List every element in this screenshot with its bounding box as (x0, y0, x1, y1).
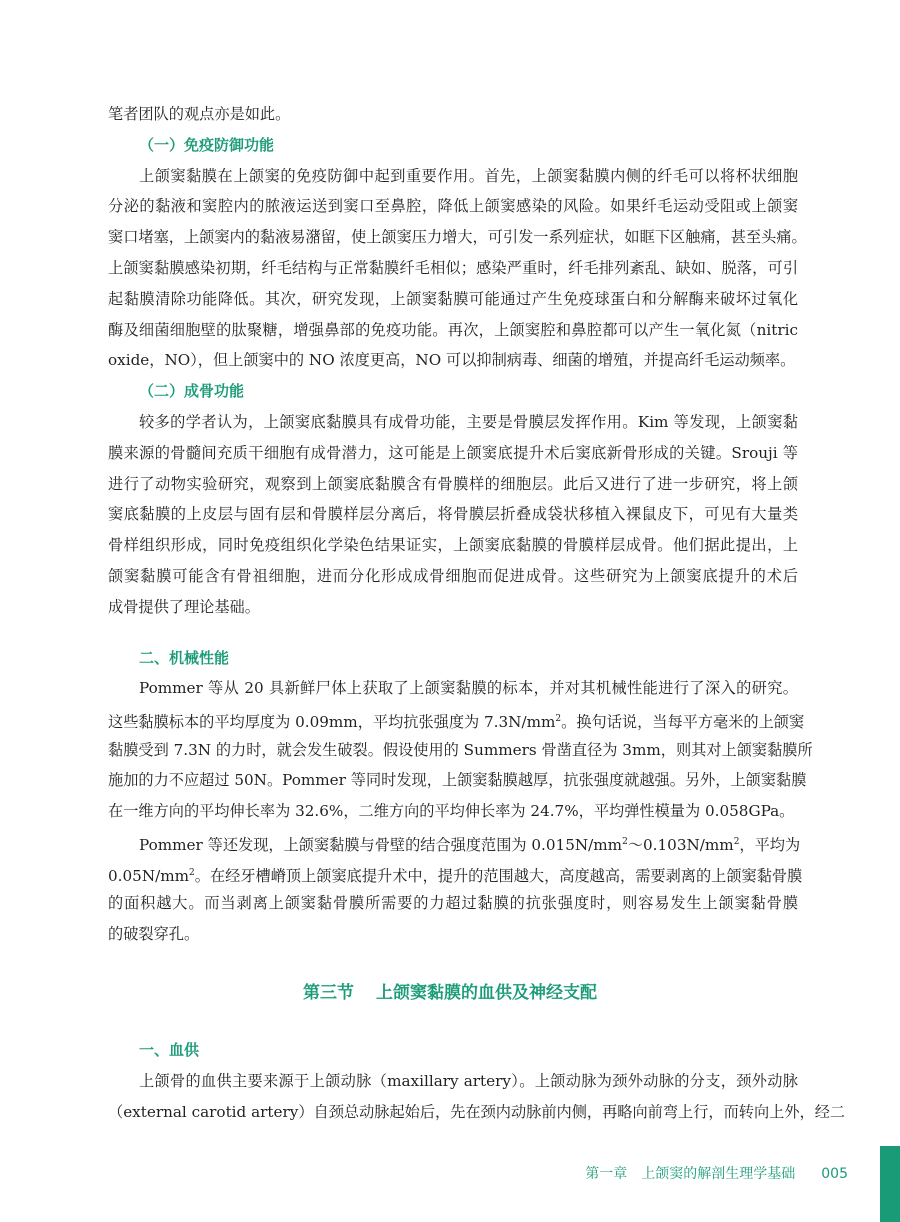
section-title (0, 982, 900, 1004)
body-text-line: 施加的力不应超过 50N。Pommer 等同时发现，上颌窦黏膜越厚，抗张强度就越强。另外，上颌窦黏膜 (108, 771, 807, 789)
text-run: Pommer 等还发现，上颌窦黏膜与骨壁的结合强度范围为 0.015N/mm (139, 836, 623, 855)
section-title-text: 上颌窦黏膜的血供及神经支配 (376, 983, 597, 1003)
body-text-line: 起黏膜清除功能降低。其次，研究发现，上颌窦黏膜可能通过产生免疫球蛋白和分解酶来破坏过氧化 (108, 290, 798, 308)
body-text-line: 成骨提供了理论基础。 (108, 598, 260, 616)
section-heading-blood-supply: 一、血供 (139, 1041, 200, 1059)
subsection-heading-immune-defense: （一）免疫防御功能 (139, 136, 275, 154)
text-run: 这些黏膜标本的平均厚度为 0.09mm，平均抗张强度为 7.3N/mm (108, 713, 556, 732)
section-number: 第三节 (303, 983, 354, 1003)
body-text-line (108, 709, 805, 732)
text-run: ，平均为 (739, 836, 801, 855)
body-text-line: （external carotid artery）自颈总动脉起始后，先在颈内动脉前内侧，再略向前弯上行，而转向上外，经二 (108, 1103, 846, 1121)
body-text-line: 上颌窦黏膜感染初期，纤毛结构与正常黏膜纤毛相似；感染严重时，纤毛排列紊乱、缺如、脱落，可引 (108, 259, 798, 277)
section-heading-mechanical: 二、机械性能 (139, 649, 230, 667)
text-run: 0.05N/mm (108, 867, 190, 886)
chapter-edge-tab (880, 1146, 900, 1222)
body-text-line: 窦底黏膜的上皮层与固有层和骨膜样层分离后，将骨膜层折叠成袋状移植入裸鼠皮下，可见有大量类 (108, 505, 798, 523)
body-text-line: 黏膜受到 7.3N 的力时，就会发生破裂。假设使用的 Summers 骨凿直径为 3mm，则其对上颌窦黏膜所 (108, 741, 813, 759)
body-text-line: 进行了动物实验研究，观察到上颌窦底黏膜含有骨膜样的细胞层。此后又进行了进一步研究，将上颌 (108, 475, 798, 493)
body-text-line: 较多的学者认为，上颌窦底黏膜具有成骨功能，主要是骨膜层发挥作用。Kim 等发现，上颌窦黏 (139, 413, 798, 431)
body-text-line: oxide，NO），但上颌窦中的 NO 浓度更高，NO 可以抑制病毒、细菌的增殖，并提高纤毛运动频率。 (108, 351, 796, 369)
page-number: 005 (821, 1166, 848, 1182)
superscript: 2 (555, 714, 562, 724)
body-text-line: 分泌的黏液和窦腔内的脓液运送到窦口至鼻腔，降低上颌窦感染的风险。如果纤毛运动受阻或上颌窦 (108, 197, 798, 215)
body-text-line: 上颌骨的血供主要来源于上颌动脉（maxillary artery）。上颌动脉为颈外动脉的分支，颈外动脉 (139, 1072, 798, 1090)
body-text-line: 的面积越大。而当剥离上颌窦黏骨膜所需要的力超过黏膜的抗张强度时，则容易发生上颌窦黏骨膜 (108, 894, 798, 912)
body-text-line: 颌窦黏膜可能含有骨祖细胞，进而分化形成成骨细胞而促进成骨。这些研究为上颌窦底提升的术后 (108, 567, 798, 585)
body-text-line: 膜来源的骨髓间充质干细胞有成骨潜力，这可能是上颌窦底提升术后窦底新骨形成的关键。Srouji 等 (108, 444, 798, 462)
body-text-line: Pommer 等从 20 具新鲜尸体上获取了上颌窦黏膜的标本，并对其机械性能进行了深入的研究。 (139, 679, 798, 697)
body-text-line: 上颌窦黏膜在上颌窦的免疫防御中起到重要作用。首先，上颌窦黏膜内侧的纤毛可以将杯状细胞 (139, 167, 798, 185)
text-run: ～0.103N/mm (627, 836, 734, 855)
body-text-line: 在一维方向的平均伸长率为 32.6%，二维方向的平均伸长率为 24.7%，平均弹性模量为 0.058GPa。 (108, 802, 795, 820)
body-text-line (139, 832, 801, 855)
running-footer (0, 1164, 848, 1184)
subsection-heading-osteogenic: （二）成骨功能 (139, 382, 245, 400)
chapter-title: 第一章 上颌窦的解剖生理学基础 (585, 1166, 796, 1182)
body-text-line (108, 863, 803, 886)
body-text-line: 笔者团队的观点亦是如此。 (108, 105, 291, 123)
body-text-line: 的破裂穿孔。 (108, 925, 200, 943)
text-run: 。在经牙槽嵴顶上颌窦底提升术中，提升的范围越大，高度越高，需要剥离的上颌窦黏骨膜 (194, 867, 803, 886)
text-run: 。换句话说，当每平方毫米的上颌窦 (561, 713, 805, 732)
superscript: 2 (189, 868, 195, 878)
body-text-line: 酶及细菌细胞壁的肽聚糖，增强鼻部的免疫功能。再次，上颌窦腔和鼻腔都可以产生一氧化氮（nitric (108, 321, 798, 339)
body-text-line: 骨样组织形成，同时免疫组织化学染色结果证实，上颌窦底黏膜的骨膜样层成骨。他们据此提出，上 (108, 536, 798, 554)
superscript: 2 (622, 837, 628, 847)
superscript: 2 (733, 837, 740, 847)
body-text-line: 窦口堵塞，上颌窦内的黏液易潴留，使上颌窦压力增大，可引发一系列症状，如眶下区触痛，甚至头痛。 (108, 228, 807, 246)
